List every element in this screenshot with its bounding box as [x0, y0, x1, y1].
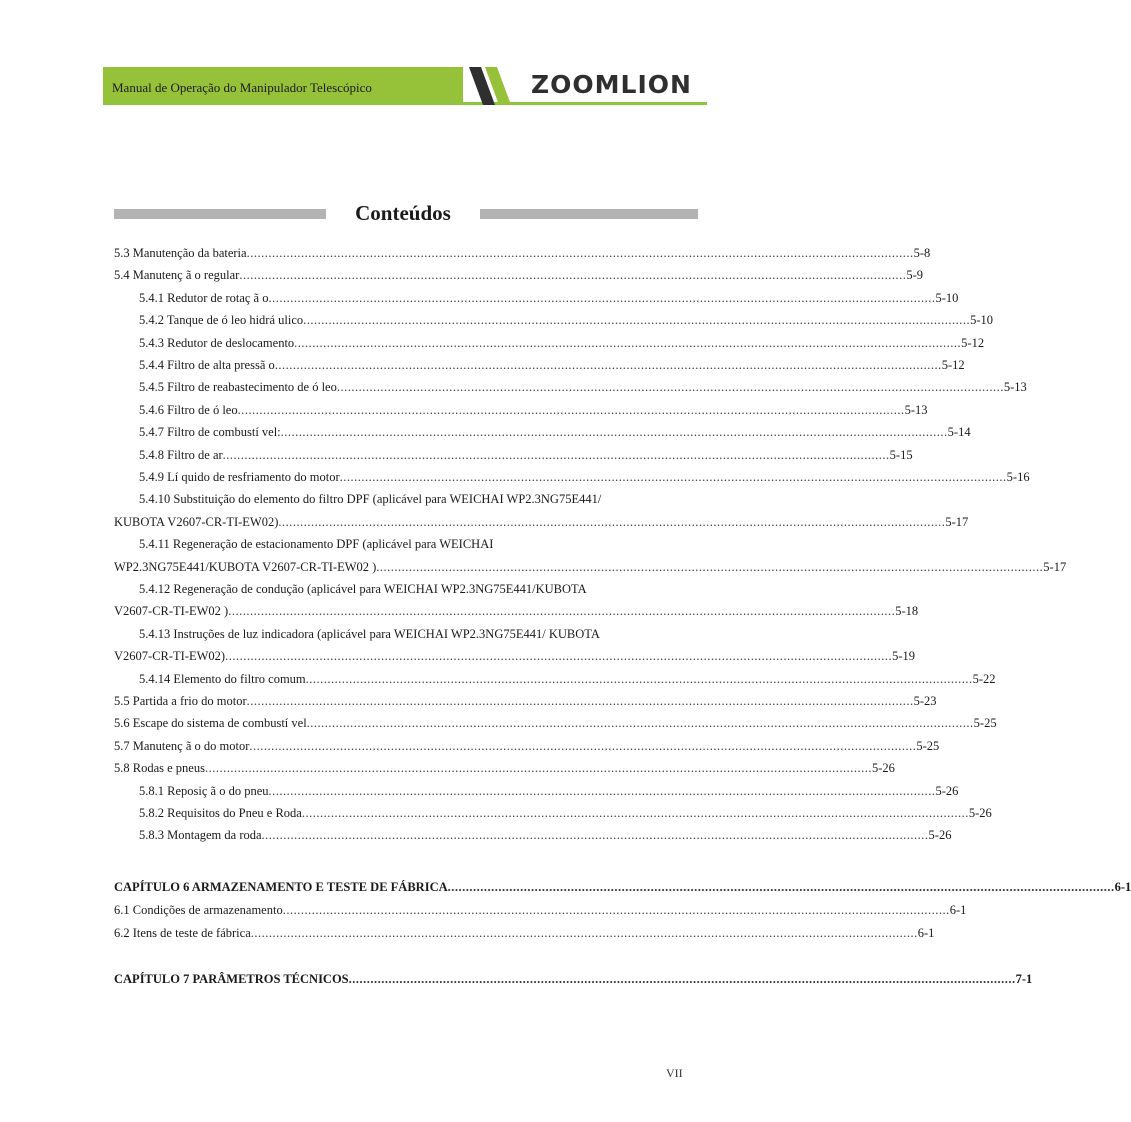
toc-entry[interactable]: 5.4.5 Filtro de reabastecimento de ó leo ........................................................................................................................................................................................ 5-13 — [139, 380, 1027, 395]
toc-entry[interactable]: 5.5 Partida a frio do motor ........................................................................................................................................................................................ 5-23 — [114, 694, 937, 708]
toc-entry[interactable]: V2607-CR-TI-EW02 ) ........................................................................................................................................................................................ 5-18 — [114, 604, 919, 619]
toc-entry[interactable]: 5.4.9 Lí quido de resfriamento do motor ........................................................................................................................................................................................ 5-16 — [139, 470, 1030, 484]
toc-entry[interactable]: 5.4.14 Elemento do filtro comum ........................................................................................................................................................................................ 5-22 — [139, 671, 996, 686]
toc-entry[interactable]: 5.8.3 Montagem da roda ........................................................................................................................................................................................ 5-26 — [139, 828, 952, 843]
toc-entry[interactable]: 5.8.1 Reposiç ã o do pneu ........................................................................................................................................................................................ 5-26 — [139, 783, 959, 798]
title-bar-right — [480, 209, 698, 219]
toc-entry[interactable]: 5.4 Manutenç ã o regular ........................................................................................................................................................................................ 5-9 — [114, 268, 923, 283]
toc-chapter-entry[interactable]: CAPÍTULO 7 PARÂMETROS TÉCNICOS ........................................................................................................................................................................................ 7-1 — [114, 972, 1033, 986]
title-bar-left — [114, 209, 326, 219]
toc-entry[interactable]: 5.7 Manutenç ã o do motor ........................................................................................................................................................................................ 5-25 — [114, 738, 940, 753]
toc-entry[interactable]: 5.8 Rodas e pneus ........................................................................................................................................................................................ 5-26 — [114, 761, 895, 776]
toc-entry[interactable]: WP2.3NG75E441/KUBOTA V2607-CR-TI-EW02 ) ........................................................................................................................................................................................ 5-17 — [114, 559, 1067, 574]
toc-entry[interactable]: V2607-CR-TI-EW02) ........................................................................................................................................................................................ 5-19 — [114, 649, 916, 664]
toc-entry-line1[interactable]: 5.4.13 Instruções de luz indicadora (aplicável para WEICHAI WP2.3NG75E441/ KUBOTA — [139, 626, 600, 641]
page-header — [103, 67, 707, 107]
toc-entry[interactable]: 5.8.2 Requisitos do Pneu e Roda ........................................................................................................................................................................................ 5-26 — [139, 806, 992, 820]
toc-entry[interactable]: 5.4.8 Filtro de ar ........................................................................................................................................................................................ 5-15 — [139, 447, 913, 462]
toc-entry-line1[interactable]: 5.4.12 Regeneração de condução (aplicável para WEICHAI WP2.3NG75E441/KUBOTA — [139, 582, 587, 596]
toc-entry[interactable]: KUBOTA V2607-CR-TI-EW02) ........................................................................................................................................................................................ 5-17 — [114, 514, 969, 529]
page-title: Conteúdos — [355, 201, 451, 225]
zoomlion-logo-text: ZOOMLION — [531, 70, 692, 99]
toc-chapter-entry[interactable]: CAPÍTULO 6 ARMAZENAMENTO E TESTE DE FÁBRICA ........................................................................................................................................................................................ 6-1 — [114, 880, 1131, 894]
zoomlion-logo-icon — [465, 67, 525, 105]
toc-entry[interactable]: 5.4.7 Filtro de combustí vel: ........................................................................................................................................................................................ 5-14 — [139, 425, 971, 440]
toc-entry[interactable]: 5.3 Manutenção da bateria ........................................................................................................................................................................................ 5-8 — [114, 246, 931, 260]
toc-entry[interactable]: 5.4.2 Tanque de ó leo hidrá ulico ........................................................................................................................................................................................ 5-10 — [139, 313, 994, 328]
toc-entry-line1[interactable]: 5.4.10 Substituição do elemento do filtro DPF (aplicável para WEICHAI WP2.3NG75E441/ — [139, 492, 602, 507]
page-number: VII — [666, 1066, 683, 1080]
toc-entry[interactable]: 5.4.6 Filtro de ó leo ........................................................................................................................................................................................ 5-13 — [139, 402, 928, 417]
toc-entry[interactable]: 6.2 Itens de teste de fábrica ........................................................................................................................................................................................ 6-1 — [114, 926, 935, 940]
toc-entry[interactable]: 5.6 Escape do sistema de combustí vel ........................................................................................................................................................................................ 5-25 — [114, 716, 997, 731]
toc-entry[interactable]: 5.4.4 Filtro de alta pressã o ........................................................................................................................................................................................ 5-12 — [139, 358, 965, 372]
toc-entry[interactable]: 5.4.1 Redutor de rotaç ã o ........................................................................................................................................................................................ 5-10 — [139, 290, 959, 305]
header-underline — [103, 102, 707, 105]
toc-entry[interactable]: 6.1 Condições de armazenamento ........................................................................................................................................................................................ 6-1 — [114, 903, 967, 917]
header-title: Manual de Operação do Manipulador Telescópico — [112, 80, 372, 95]
toc-entry[interactable]: 5.4.3 Redutor de deslocamento ........................................................................................................................................................................................ 5-12 — [139, 335, 985, 350]
toc-title-row — [114, 200, 698, 228]
toc-entry-line1[interactable]: 5.4.11 Regeneração de estacionamento DPF (aplicável para WEICHAI — [139, 537, 494, 552]
